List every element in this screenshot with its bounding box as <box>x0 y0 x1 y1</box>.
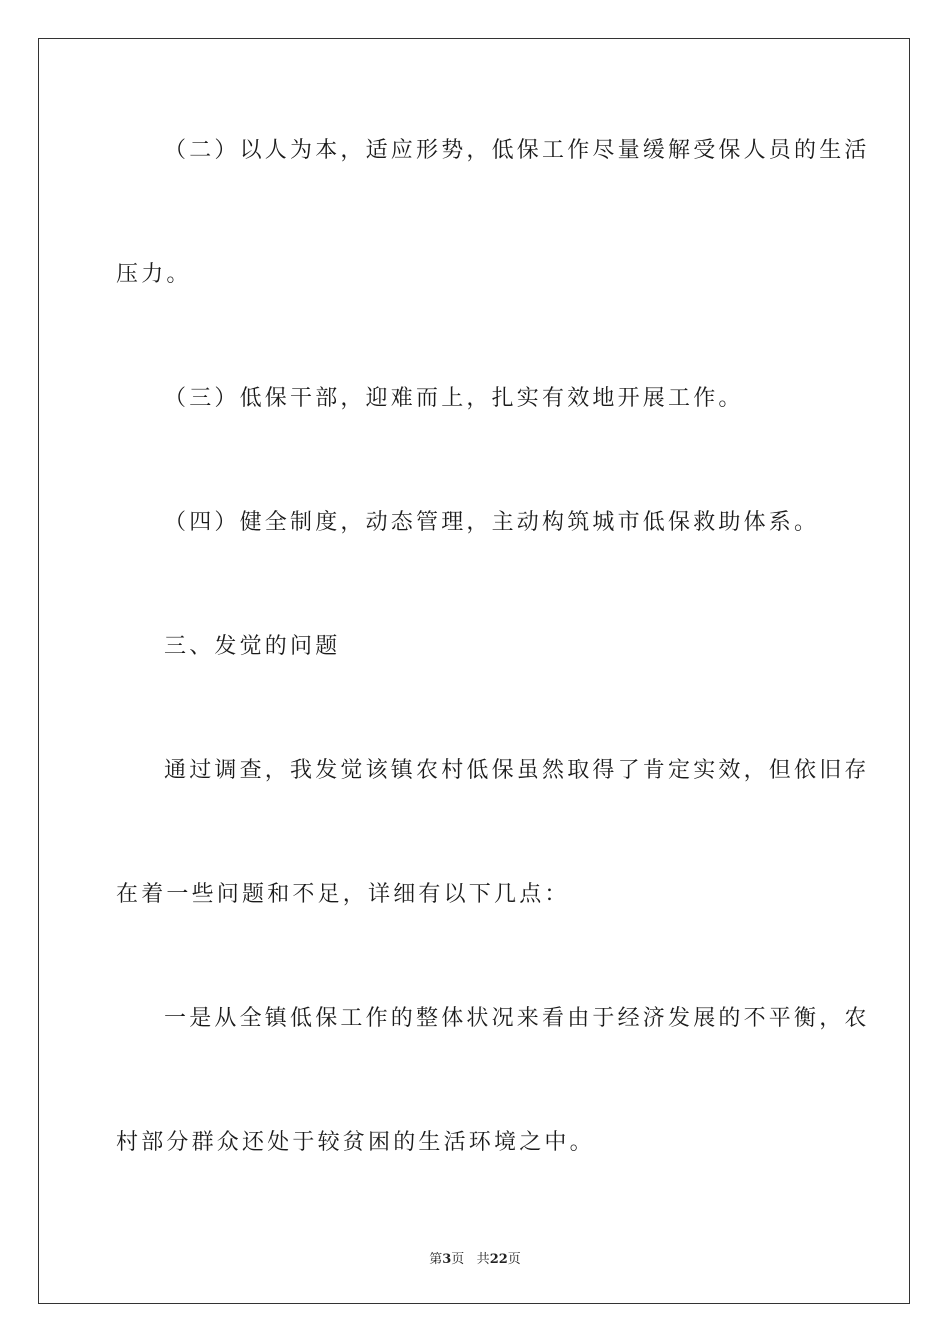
paragraph-line: （二）以人为本，适应形势，低保工作尽量缓解受保人员的生活 <box>164 138 870 163</box>
paragraph-line: （三）低保干部，迎难而上，扎实有效地开展工作。 <box>164 386 744 411</box>
paragraph-line: （四）健全制度，动态管理，主动构筑城市低保救助体系。 <box>164 510 820 535</box>
footer-page-number: 3 <box>442 1252 452 1267</box>
page-footer <box>0 1248 950 1267</box>
paragraph-line: 一是从全镇低保工作的整体状况来看由于经济发展的不平衡，农 <box>164 1006 870 1031</box>
paragraph-line: 在着一些问题和不足，详细有以下几点： <box>116 882 570 907</box>
section-heading: 三、发觉的问题 <box>164 634 341 659</box>
paragraph-line: 通过调查，我发觉该镇农村低保虽然取得了肯定实效，但依旧存 <box>164 758 870 783</box>
footer-total-prefix: 共 <box>476 1252 490 1267</box>
footer-total-suffix: 页 <box>507 1252 521 1267</box>
page-border <box>38 38 910 1304</box>
footer-total-pages: 22 <box>489 1252 508 1267</box>
footer-page-prefix: 第 <box>429 1252 443 1267</box>
paragraph-line: 压力。 <box>116 262 192 287</box>
paragraph-line: 村部分群众还处于较贫困的生活环境之中。 <box>116 1130 595 1155</box>
footer-page-suffix: 页 <box>451 1252 465 1267</box>
